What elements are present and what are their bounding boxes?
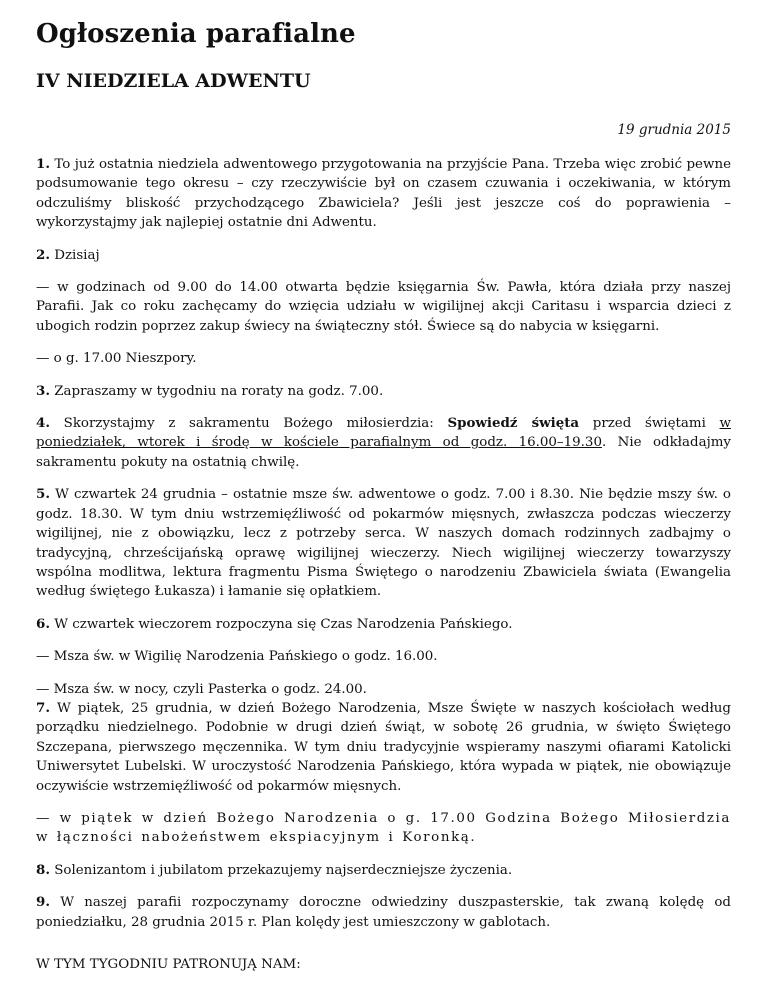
item-number: 6. bbox=[36, 615, 50, 632]
announcement-6-midnight-mass: — Msza św. w nocy, czyli Pasterka o godz. 24.00. bbox=[36, 681, 367, 697]
announcements-body bbox=[36, 155, 731, 945]
item-text: W czwartek 24 grudnia – ostatnie msze św. adwentowe o godz. 7.00 i 8.30. Nie będzie mszy św. o godz. 18.30. W tym dniu wstrzemięźliwość od pokarmów mięsnych, zwłaszcza podczas wieczerzy wigilijnej, nie z obowiązku, lecz z potrzeby serca. W naszych domach rodzinnych zadbajmy o tradycyjną, chrześcijańską oprawę wigilijnej wieczerzy. Niech wigilijnej wieczerzy towarzyszy wspólna modlitwa, lektura fragmentu Pisma Świętego o narodzeniu Zbawiciela świata (Ewangelia według świętego Łukasza) i łamanie się opłatkiem. bbox=[36, 487, 731, 600]
item-text: To już ostatnia niedziela adwentowego przygotowania na przyjście Pana. Trzeba więc zrobić pewne podsumowanie tego okresu – czy rzeczywiście był on czasem czuwania i oczekiwania, w którym odczuliśmy bliskość przychodzącego Zbawiciela? Jeśli jest jeszcze coś do poprawienia – wykorzystajmy jak najlepiej ostatnie dni Adwentu. bbox=[36, 157, 731, 231]
announcement-6-vigil-mass: — Msza św. w Wigilię Narodzenia Pańskiego o godz. 16.00. bbox=[36, 649, 438, 665]
page-title: Ogłoszenia parafialne bbox=[36, 19, 356, 49]
item-number: 8. bbox=[36, 861, 50, 878]
announcement-4 bbox=[36, 414, 731, 472]
announcement-1 bbox=[36, 155, 731, 233]
announcement-8 bbox=[36, 861, 731, 880]
announcement-3 bbox=[36, 382, 731, 401]
item-text: Skorzystajmy z sakramentu Bożego miłosierdzia: bbox=[49, 416, 448, 432]
item-number: 7. bbox=[36, 699, 50, 716]
announcement-2-vespers: — o g. 17.00 Nieszpory. bbox=[36, 351, 197, 367]
item-text: Dzisiaj bbox=[49, 247, 100, 263]
item-text: W naszej parafii rozpoczynamy doroczne odwiedziny duszpasterskie, tak zwaną kolędę od poniedziałku, 28 grudnia 2015 r. Plan kolędy jest umieszczony w gablotach. bbox=[36, 895, 731, 930]
item-text: W piątek, 25 grudnia, w dzień Bożego Narodzenia, Msze Święte w naszych kościołach według porządku niedzielnego. Podobnie w drugi dzień świąt, w sobotę 26 grudnia, w święto Świętego Szczepana, pierwszego męczennika. W tym dniu tradycyjnie wspieramy naszymi ofiarami Katolicki Uniwersytet Lubelski. W uroczystość Narodzenia Pańskiego, która wypada w piątek, nie obowiązuje oczywiście wstrzemięźliwość od pokarmów mięsnych. bbox=[36, 700, 731, 794]
item-number: 4. bbox=[36, 415, 50, 432]
confession-highlight: Spowiedź święta bbox=[447, 415, 580, 432]
announcement-7 bbox=[36, 699, 731, 796]
announcement-5 bbox=[36, 485, 731, 601]
item-text: przed świętami bbox=[579, 416, 720, 432]
item-number: 3. bbox=[36, 382, 50, 399]
page-subtitle: IV NIEDZIELA ADWENTU bbox=[36, 70, 311, 92]
item-text: Solenizantom i jubilatom przekazujemy najserdeczniejsze życzenia. bbox=[49, 862, 513, 878]
item-text: Zapraszamy w tygodniu na roraty na godz. 7.00. bbox=[49, 383, 384, 399]
announcement-2 bbox=[36, 246, 731, 265]
announcement-7-mercy-hour: — w piątek w dzień Bożego Narodzenia o g. 17.00 Godzina Bożego Miłosierdzia w łączności nabożeństwem ekspiacyjnym i Koronką. bbox=[36, 810, 731, 846]
announcement-9 bbox=[36, 893, 731, 932]
item-number: 2. bbox=[36, 246, 50, 263]
announcement-2-bookshop: — w godzinach od 9.00 do 14.00 otwarta będzie księgarnia Św. Pawła, która działa przy naszej Parafii. Jak co roku zachęcamy do wzięcia udziału w wigilijnej akcji Caritasu i wsparcia dzieci z ubogich rodzin poprzez zakup świecy na świąteczny stół. Świece są do nabycia w księgarni. bbox=[36, 280, 731, 334]
item-number: 9. bbox=[36, 894, 50, 911]
announcement-6 bbox=[36, 615, 731, 634]
item-text: . Nie odkładajmy sakramentu pokuty na ostatnią chwilę. bbox=[36, 435, 731, 470]
item-number: 5. bbox=[36, 486, 50, 503]
confession-schedule: w poniedziałek, wtorek i środę w kościele parafialnym od godz. 16.00–19.30 bbox=[36, 416, 731, 451]
announcement-date: 19 grudnia 2015 bbox=[617, 122, 731, 138]
item-text: W czwartek wieczorem rozpoczyna się Czas Narodzenia Pańskiego. bbox=[49, 616, 513, 632]
item-number: 1. bbox=[36, 156, 50, 172]
patrons-heading: W TYM TYGODNIU PATRONUJĄ NAM: bbox=[36, 957, 301, 972]
